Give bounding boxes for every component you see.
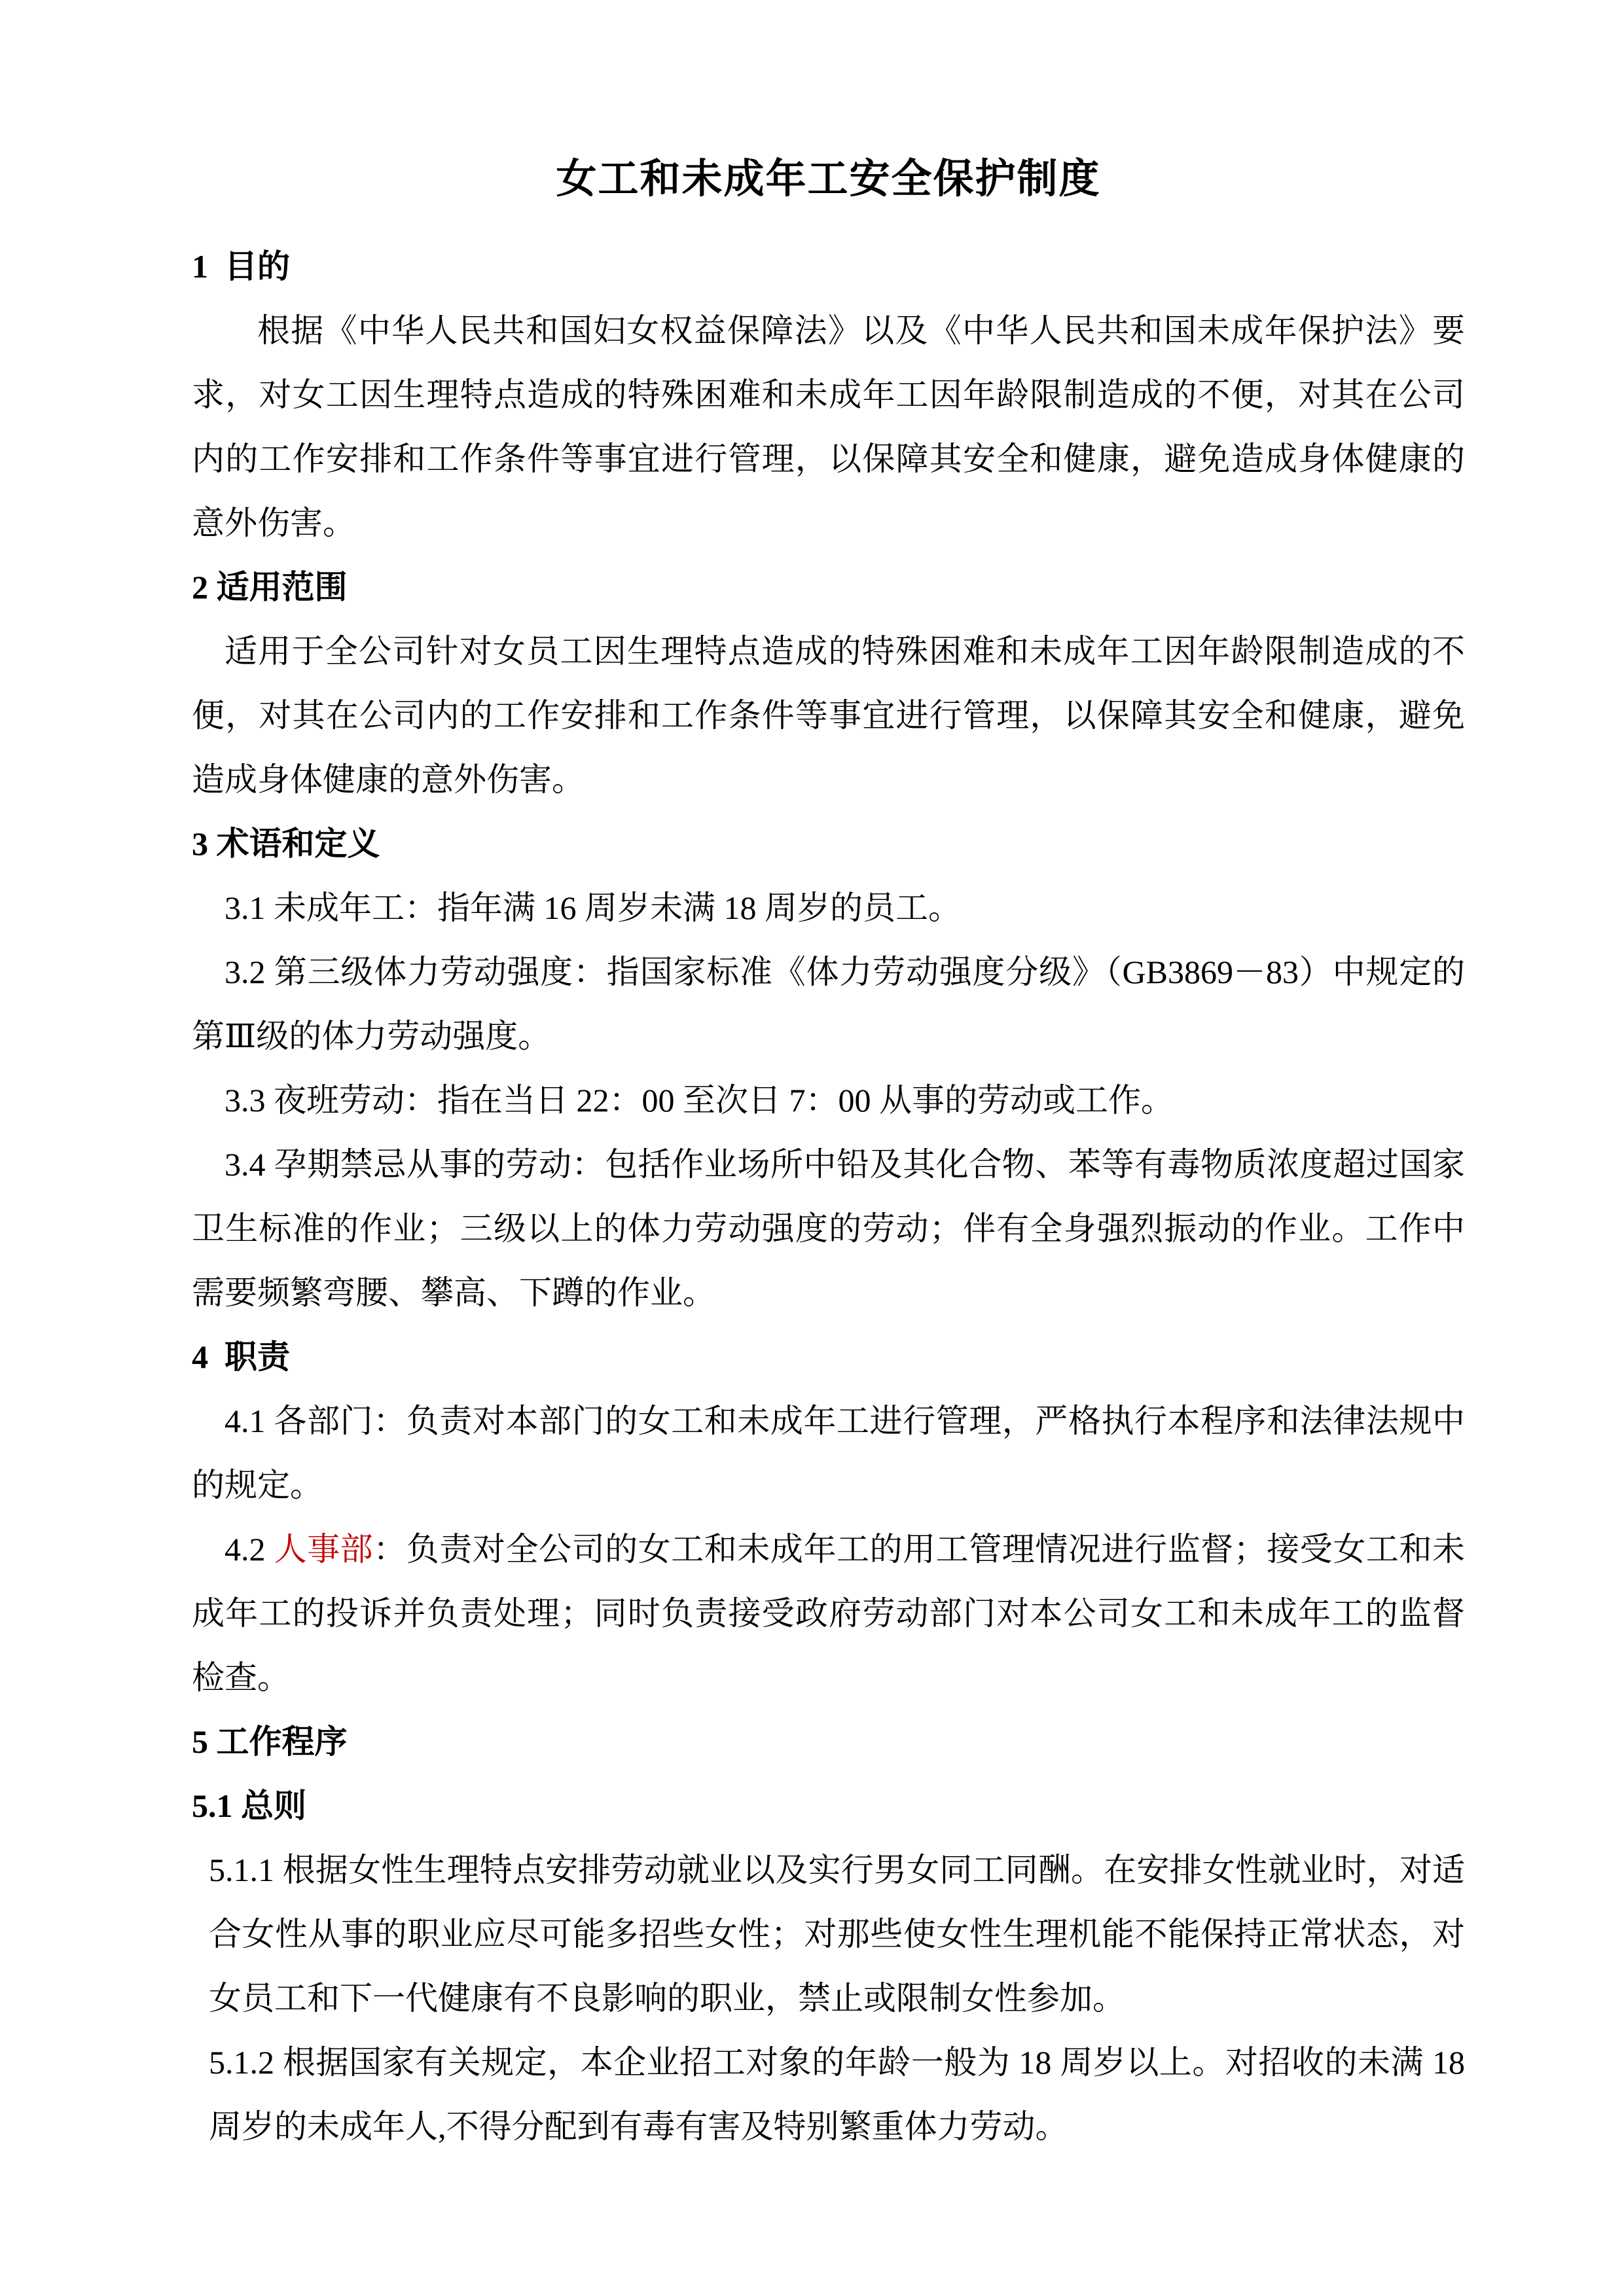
- section-purpose: [192, 234, 1465, 555]
- section-scope: [192, 555, 1465, 812]
- section-heading-procedure: 5 工作程序: [192, 1723, 348, 1760]
- hr-department-highlight: 人事部: [274, 1531, 374, 1568]
- procedure-item-recruitment-age: 5.1.2 根据国家有关规定，本企业招工对象的年龄一般为 18 周岁以上。对招收的未满 18 周岁的未成年人,不得分配到有毒有害及特别繁重体力劳动。: [209, 2044, 1465, 2145]
- paragraph-purpose: 根据《中华人民共和国妇女权益保障法》以及《中华人民共和国未成年保护法》要求，对女工因生理特点造成的特殊困难和未成年工因年龄限制造成的不便，对其在公司内的工作安排和工作条件等事宜进行管理，以保障其安全和健康，避免造成身体健康的意外伤害。: [192, 312, 1465, 541]
- responsibility-hr-text: ：负责对全公司的女工和未成年工的用工管理情况进行监督；接受女工和未成年工的投诉并负责处理；同时负责接受政府劳动部门对本公司女工和未成年工的监督检查。: [192, 1531, 1466, 1696]
- subsection-heading-general-rules: 5.1 总则: [192, 1787, 306, 1824]
- responsibility-item-hr: [192, 1517, 1465, 1710]
- term-item-minor-worker: 3.1 未成年工：指年满 16 周岁未满 18 周岁的员工。: [225, 889, 961, 926]
- paragraph-scope: 适用于全公司针对女员工因生理特点造成的特殊困难和未成年工因年龄限制造成的不便，对其在公司内的工作安排和工作条件等事宜进行管理，以保障其安全和健康，避免造成身体健康的意外伤害。: [192, 633, 1465, 798]
- responsibility-item-departments: 4.1 各部门：负责对本部门的女工和未成年工进行管理，严格执行本程序和法律法规中的规定。: [192, 1403, 1465, 1503]
- section-responsibilities: [192, 1325, 1465, 1710]
- section-heading-terms: 3 术语和定义: [192, 825, 380, 862]
- section-heading-purpose: 1 目的: [192, 248, 290, 285]
- section-heading-responsibilities: 4 职责: [192, 1338, 290, 1375]
- section-procedure: [192, 1710, 1465, 2159]
- page-title: 女工和未成年工安全保护制度: [556, 156, 1101, 202]
- term-item-night-shift: 3.3 夜班劳动：指在当日 22：00 至次日 7：00 从事的劳动或工作。: [225, 1082, 1174, 1119]
- term-item-labor-intensity: 3.2 第三级体力劳动强度：指国家标准《体力劳动强度分级》（GB3869－83）中规定的第Ⅲ级的体力劳动强度。: [192, 954, 1465, 1054]
- responsibility-hr-number: 4.2: [225, 1531, 274, 1568]
- term-item-pregnancy-forbidden-work: 3.4 孕期禁忌从事的劳动：包括作业场所中铅及其化合物、苯等有毒物质浓度超过国家卫生标准的作业；三级以上的体力劳动强度的劳动；伴有全身强烈振动的作业。工作中需要频繁弯腰、攀高、下蹲的作业。: [192, 1146, 1465, 1311]
- section-heading-scope: 2 适用范围: [192, 569, 348, 605]
- section-terms: [192, 812, 1465, 1325]
- procedure-item-employment-arrangement: 5.1.1 根据女性生理特点安排劳动就业以及实行男女同工同酬。在安排女性就业时，对适合女性从事的职业应尽可能多招些女性；对那些使女性生理机能不能保持正常状态，对女员工和下一代健康有不良影响的职业，禁止或限制女性参加。: [209, 1852, 1465, 2017]
- procedure-general-rules-block: [209, 1838, 1465, 2159]
